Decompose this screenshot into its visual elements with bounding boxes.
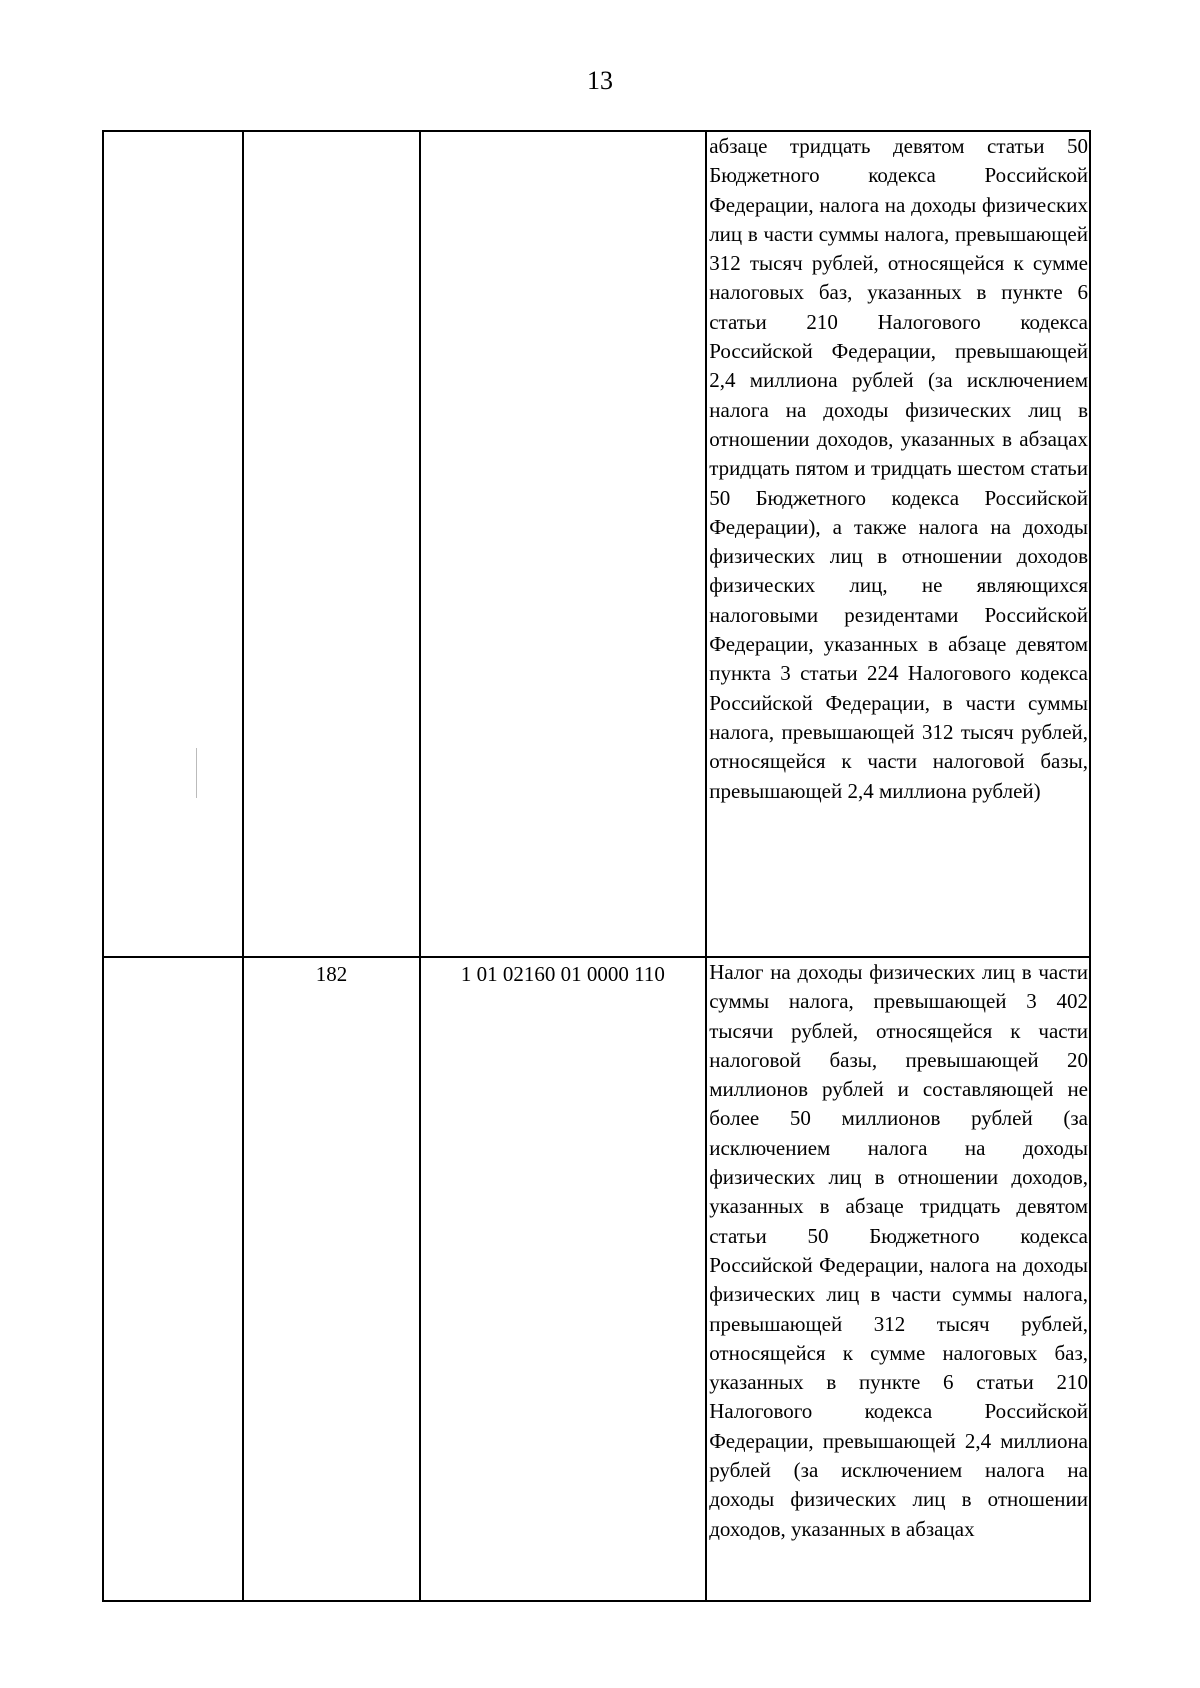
table-cell-kbk-code: 1 01 02160 01 0000 110 [420, 957, 707, 1601]
budget-classification-table [102, 130, 1091, 1602]
description-text: абзаце тридцать девятом статьи 50 Бюджетного кодекса Российской Федерации, налога на доходы физических лиц в части суммы налога, превышающей 312 тысяч рублей, относящейся к сумме налоговых баз, указанных в пункте 6 статьи 210 Налогового кодекса Российской Федерации, превышающей 2,4 миллиона рублей (за исключением налога на доходы физических лиц в отношении доходов, указанных в абзацах тридцать пятом и тридцать шестом статьи 50 Бюджетного кодекса Российской Федерации), а также налога на доходы физических лиц в отношении доходов физических лиц, не являющихся налоговыми резидентами Российской Федерации, указанных в абзаце девятом пункта 3 статьи 224 Налогового кодекса Российской Федерации, в части суммы налога, превышающей 312 тысяч рублей, относящейся к части налоговой базы, превышающей 2,4 миллиона рублей) [709, 134, 1088, 803]
table-row [103, 131, 1090, 957]
table-cell-col1 [103, 957, 243, 1601]
table-cell-description [706, 957, 1090, 1601]
table-cell-admin-code [243, 131, 419, 957]
table-cell-admin-code: 182 [243, 957, 419, 1601]
description-text: Налог на доходы физических лиц в части суммы налога, превышающей 3 402 тысячи рублей, относящейся к части налоговой базы, превышающей 20 миллионов рублей и составляющей не более 50 миллионов рублей (за исключением налога на доходы физических лиц в отношении доходов, указанных в абзаце тридцать девятом статьи 50 Бюджетного кодекса Российской Федерации, налога на доходы физических лиц в части суммы налога, превышающей 312 тысяч рублей, относящейся к сумме налоговых баз, указанных в пункте 6 статьи 210 Налогового кодекса Российской Федерации, превышающей 2,4 миллиона рублей (за исключением налога на доходы физических лиц в отношении доходов, указанных в абзацах [709, 960, 1088, 1541]
page-number: 13 [587, 66, 613, 95]
table-cell-col1 [103, 131, 243, 957]
table-row [103, 957, 1090, 1601]
table-cell-kbk-code [420, 131, 707, 957]
table-cell-description [706, 131, 1090, 957]
